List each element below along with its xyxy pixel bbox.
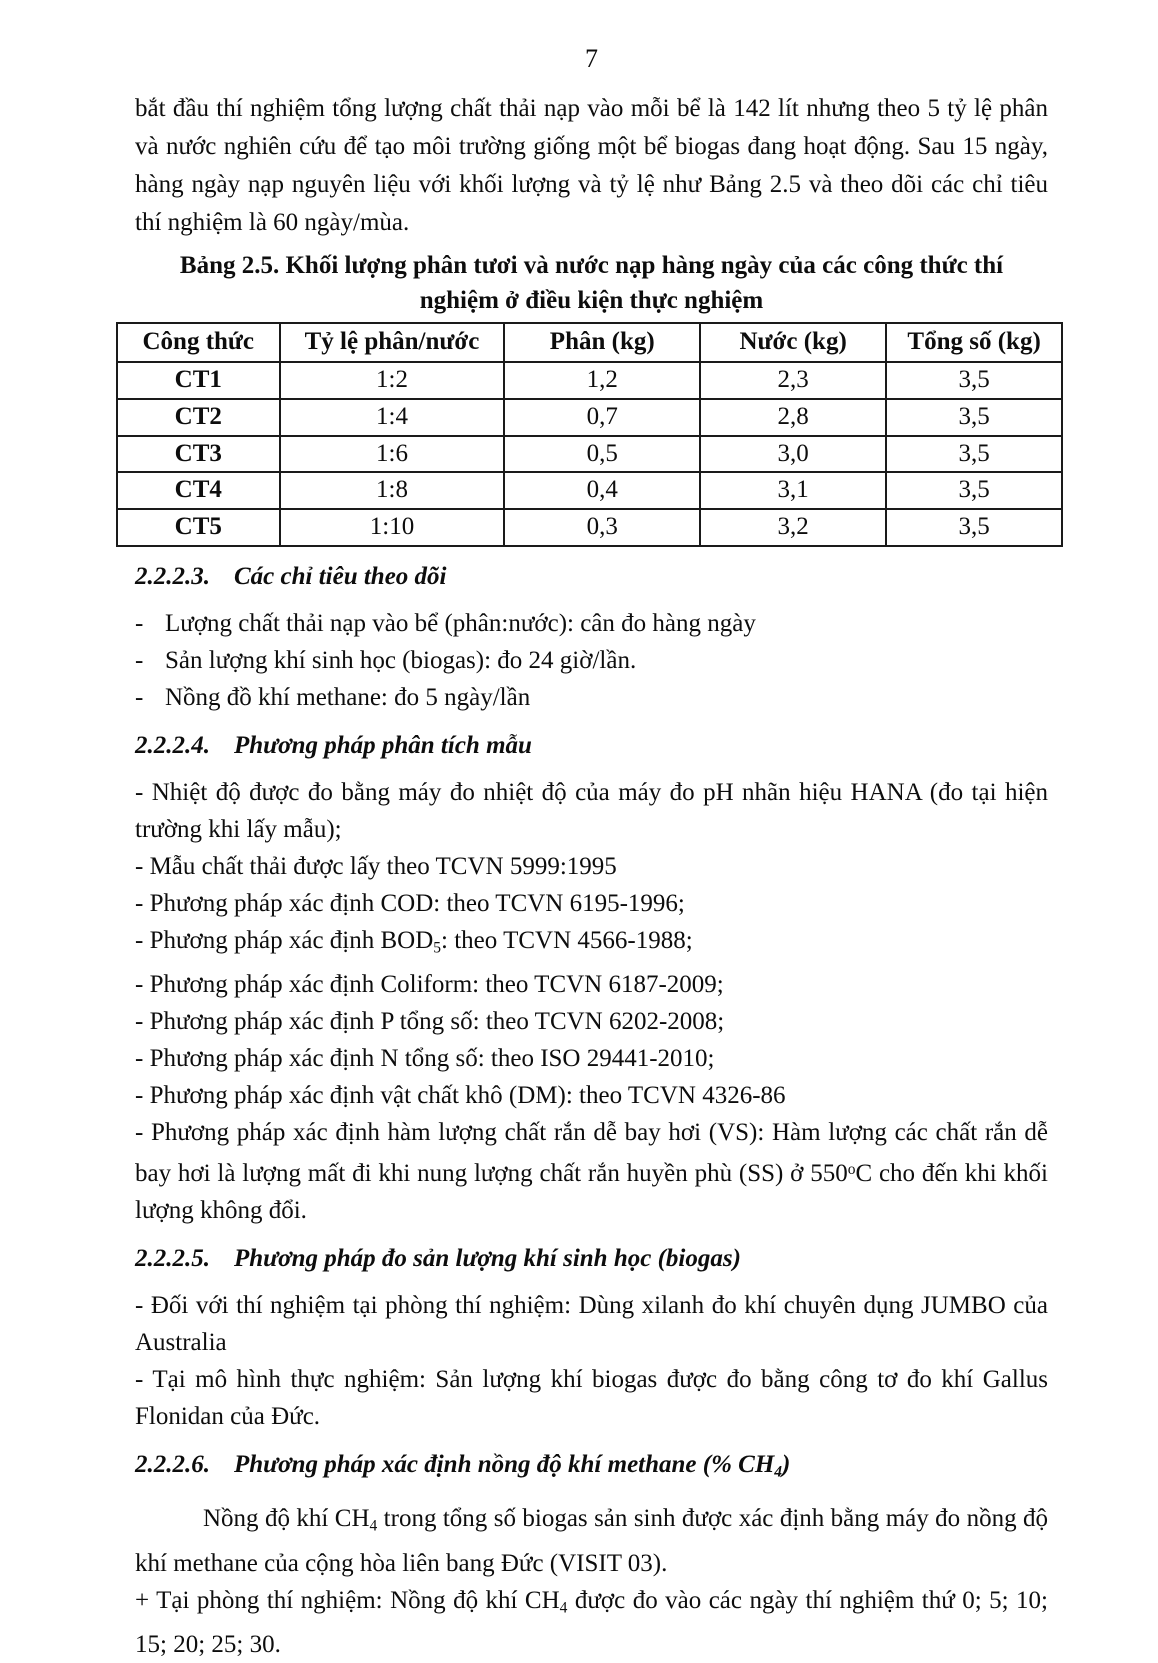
table-cell: 2,3 (700, 362, 886, 399)
method-gallus: - Tại mô hình thực nghiệm: Sản lượng khí biogas được đo bằng công tơ đo khí Gallus Flonidan của Đức. (135, 1366, 1048, 1431)
list-item (135, 679, 1048, 716)
feed-ratio-table (116, 322, 1063, 547)
table-cell: 1,2 (504, 362, 700, 399)
lab-measurement-paragraph (135, 1582, 1048, 1663)
table-cell: 3,5 (886, 362, 1062, 399)
table-header-row (117, 323, 1062, 362)
section-heading-2225 (135, 1242, 1048, 1276)
method-cod: - Phương pháp xác định COD: theo TCVN 6195-1996; (135, 889, 685, 917)
section-heading-2226 (135, 1448, 1048, 1489)
method-bod-text: : theo TCVN 4566-1988; (441, 926, 693, 954)
ch4-subscript: 4 (369, 1517, 378, 1535)
table-cell: 3,5 (886, 472, 1062, 509)
method-bod-text: - Phương pháp xác định BOD (135, 926, 434, 954)
section-number: 2.2.2.3. (135, 562, 210, 590)
section-title: Phương pháp đo sản lượng khí sinh học (biogas) (234, 1245, 741, 1273)
methane-text: trong tổng số biogas sản sinh được xác định bằng máy đo nồng độ khí methane của cộng hòa liên bang Đức (VISIT 03). (135, 1505, 1049, 1577)
table-cell: 3,2 (700, 509, 886, 546)
table-cell: 3,0 (700, 436, 886, 473)
table-cell: 3,5 (886, 399, 1062, 436)
page-number: 7 (585, 44, 598, 73)
section-number: 2.2.2.4. (135, 731, 210, 759)
method-n-total: - Phương pháp xác định N tổng số: theo ISO 29441-2010; (135, 1045, 715, 1073)
methane-text: Nồng độ khí CH (203, 1505, 370, 1533)
method-vs-text: C cho đến khi khối lượng không đổi. (135, 1160, 1048, 1225)
method-jumbo: - Đối với thí nghiệm tại phòng thí nghiệm: Dùng xilanh đo khí chuyên dụng JUMBO của Australia (135, 1292, 1048, 1357)
table-cell: 1:8 (280, 472, 505, 509)
table-cell: 3,5 (886, 436, 1062, 473)
list-item (135, 605, 1048, 642)
table-row (117, 399, 1062, 436)
table-cell: 3,5 (886, 509, 1062, 546)
section-title-text: ) (782, 1451, 791, 1479)
table-cell: 0,4 (504, 472, 700, 509)
ch4-subscript: 4 (559, 1599, 568, 1617)
section-number: 2.2.2.5. (135, 1245, 210, 1273)
table-header-cell: Tỷ lệ phân/nước (280, 323, 505, 362)
bod-subscript: 5 (433, 939, 442, 957)
table-cell: CT1 (117, 362, 280, 399)
table-cell: 3,1 (700, 472, 886, 509)
table-header-cell: Công thức (117, 323, 280, 362)
table-cell: 1:2 (280, 362, 505, 399)
table-cell: 0,5 (504, 436, 700, 473)
table-cell: CT5 (117, 509, 280, 546)
table-cell: 2,8 (700, 399, 886, 436)
table-caption: Bảng 2.5. Khối lượng phân tươi và nước nạp hàng ngày của các công thức thí nghiệm ở điều kiện thực nghiệm (179, 252, 1004, 314)
table-cell: CT4 (117, 472, 280, 509)
section-title (234, 1451, 791, 1481)
table-cell: 0,3 (504, 509, 700, 546)
dash-marker: - (135, 609, 144, 637)
method-temperature: - Nhiệt độ được đo bằng máy đo nhiệt độ của máy đo pH nhãn hiệu HANA (đo tại hiện trường khi lấy mẫu); (135, 778, 1048, 843)
dash-marker: - (135, 683, 144, 711)
dash-marker: - (135, 646, 144, 674)
section-title-text: Phương pháp xác định nồng độ khí methane (% CH (234, 1451, 775, 1479)
table-cell: 1:4 (280, 399, 505, 436)
table-row (117, 472, 1062, 509)
lab-text: + Tại phòng thí nghiệm: Nồng độ khí CH (135, 1586, 560, 1614)
list-item-text: Nồng đồ khí methane: đo 5 ngày/lần (165, 683, 531, 711)
list-item-text: Lượng chất thải nạp vào bể (phân:nước): cân đo hàng ngày (165, 609, 756, 637)
table-cell: 1:6 (280, 436, 505, 473)
table-cell: CT3 (117, 436, 280, 473)
method-p-total: - Phương pháp xác định P tổng số: theo TCVN 6202-2008; (135, 1008, 725, 1036)
section-title: Các chỉ tiêu theo dõi (234, 562, 447, 590)
ch4-subscript: 4 (774, 1463, 783, 1481)
table-cell: CT2 (117, 399, 280, 436)
method-bod (135, 922, 1048, 966)
intro-paragraph: bắt đầu thí nghiệm tổng lượng chất thải nạp vào mỗi bể là 142 lít nhưng theo 5 tỷ lệ phân và nước nghiên cứu để tạo môi trường giống một bể biogas đang hoạt động. Sau 15 ngày, hàng ngày nạp nguyên liệu với khối lượng và tỷ lệ như Bảng 2.5 và theo dõi các chỉ tiêu thí nghiệm là 60 ngày/mùa. (135, 95, 1048, 236)
table-row (117, 509, 1062, 546)
table-row (117, 436, 1062, 473)
method-vs (135, 1114, 1048, 1229)
degree-superscript: o (847, 1161, 856, 1179)
table-header-cell: Phân (kg) (504, 323, 700, 362)
list-item-text: Sản lượng khí sinh học (biogas): đo 24 giờ/lần. (165, 646, 637, 674)
table-header-cell: Nước (kg) (700, 323, 886, 362)
section-heading-2223 (135, 560, 1048, 594)
method-vs-text: - Phương pháp xác định hàm lượng chất rắn dễ bay hơi (VS): Hàm lượng các chất rắn dễ bay hơi là lượng mất đi khi nung lượng chất rắn huyền phù (SS) ở 550 (135, 1119, 1048, 1188)
lab-text: được đo vào các ngày thí nghiệm thứ 0; 5; 10; 15; 20; 25; 30. (135, 1586, 1049, 1659)
method-sample: - Mẫu chất thải được lấy theo TCVN 5999:1995 (135, 852, 617, 880)
methane-paragraph (135, 1500, 1048, 1581)
table-cell: 1:10 (280, 509, 505, 546)
method-coliform: - Phương pháp xác định Coliform: theo TCVN 6187-2009; (135, 971, 724, 999)
table-header-cell: Tổng số (kg) (886, 323, 1062, 362)
section-heading-2224 (135, 729, 1048, 763)
table-row (117, 362, 1062, 399)
list-item (135, 642, 1048, 679)
section-title: Phương pháp phân tích mẫu (234, 731, 532, 759)
section-number: 2.2.2.6. (135, 1451, 210, 1479)
table-cell: 0,7 (504, 399, 700, 436)
method-dm: - Phương pháp xác định vật chất khô (DM): theo TCVN 4326-86 (135, 1082, 786, 1110)
